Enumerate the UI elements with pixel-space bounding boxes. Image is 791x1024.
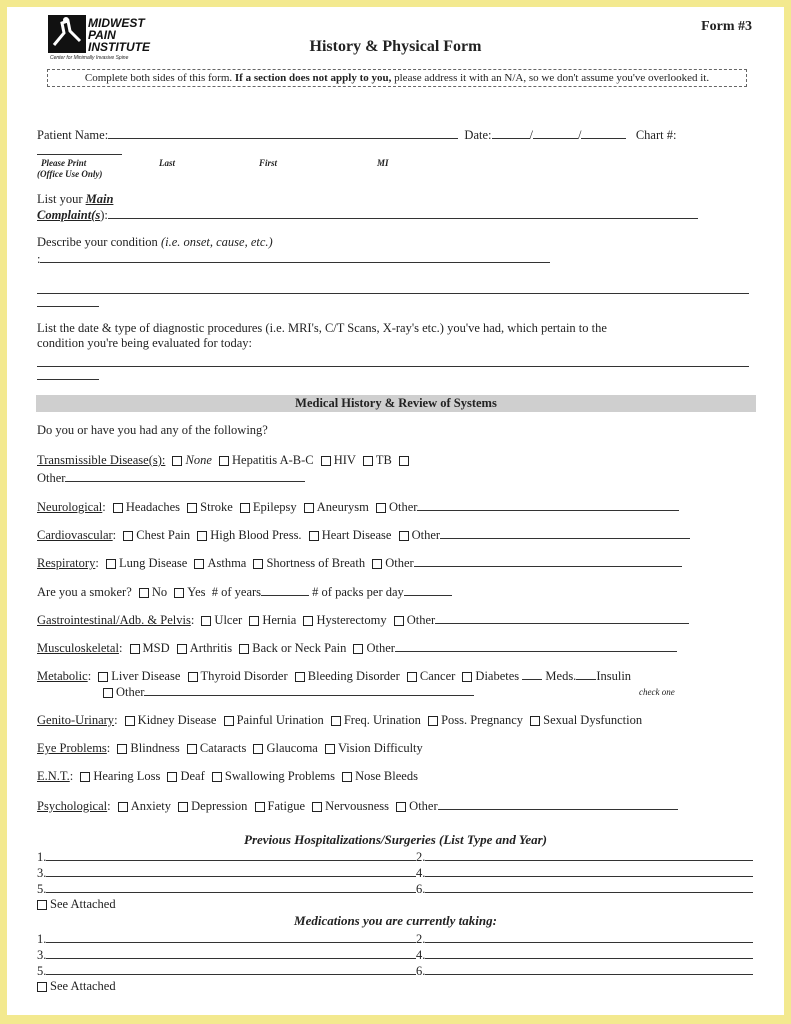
review-intro: Do you or have you had any of the following? — [37, 423, 268, 437]
checkbox-hepatitis[interactable] — [219, 456, 229, 466]
main-complaint-label: List your Main — [37, 192, 114, 206]
checkbox-nervousness[interactable] — [312, 802, 322, 812]
diagnostic-field-1[interactable] — [37, 355, 749, 367]
checkbox-gastro-other[interactable] — [394, 616, 404, 626]
transmissible-other-row: Other — [37, 470, 305, 486]
checkbox-fatigue[interactable] — [255, 802, 265, 812]
respiratory-row: Respiratory: Lung Disease Asthma Shortness of Breath Other — [37, 555, 682, 571]
main-complaint-row: Complaint(s): — [37, 207, 698, 223]
checkbox-stroke[interactable] — [187, 503, 197, 513]
checkbox-hysterectomy[interactable] — [303, 616, 313, 626]
checkbox-poss-pregnancy[interactable] — [428, 716, 438, 726]
med-see-attached: See Attached — [33, 979, 116, 994]
checkbox-chest-pain[interactable] — [123, 531, 133, 541]
cardiovascular-row: Cardiovascular: Chest Pain High Blood Press. Heart Disease Other — [37, 527, 690, 543]
checkbox-ulcer[interactable] — [201, 616, 211, 626]
metabolic-other-field[interactable] — [144, 684, 474, 696]
office-use-note: (Office Use Only) — [37, 169, 103, 179]
gastro-row: Gastrointestinal/Adb. & Pelvis: Ulcer Hernia Hysterectomy Other — [37, 612, 689, 628]
condition-field-3[interactable] — [37, 295, 99, 307]
condition-label: Describe your condition (i.e. onset, cause, etc.) — [37, 235, 273, 249]
checkbox-cancer[interactable] — [407, 672, 417, 682]
checkbox-back-neck-pain[interactable] — [239, 644, 249, 654]
form-number: Form #3 — [701, 19, 752, 34]
checkbox-diabetes[interactable] — [462, 672, 472, 682]
checkbox-deaf[interactable] — [167, 772, 177, 782]
eye-problems-row: Eye Problems: Blindness Cataracts Glaucoma Vision Difficulty — [37, 741, 423, 755]
date-year-field[interactable] — [581, 127, 626, 139]
logo-tagline: Center for Minimally Invasive Spine — [50, 55, 129, 61]
logo-line-1: MIDWEST — [88, 16, 145, 30]
transmissible-other-field[interactable] — [65, 470, 305, 482]
psych-other-field[interactable] — [438, 798, 678, 810]
checkbox-msd[interactable] — [130, 644, 140, 654]
checkbox-heart-disease[interactable] — [309, 531, 319, 541]
diagnostic-field-2[interactable] — [37, 368, 99, 380]
condition-field-2[interactable] — [37, 282, 749, 294]
checkbox-musculo-other[interactable] — [353, 644, 363, 654]
med-field-3[interactable] — [46, 947, 416, 959]
smoker-row: Are you a smoker? No Yes # of years # of packs per day — [37, 584, 452, 600]
checkbox-painful-urination[interactable] — [224, 716, 234, 726]
check-one-note: check one — [639, 687, 675, 697]
checkbox-med-see-attached[interactable] — [37, 982, 47, 992]
first-name-label: First — [259, 158, 278, 168]
metabolic-row: Metabolic: Liver Disease Thyroid Disorder Bleeding Disorder Cancer Diabetes Meds. Insulin — [37, 669, 632, 683]
diagnostic-label-2: condition you're being evaluated for today: — [37, 336, 253, 350]
checkbox-hosp-see-attached[interactable] — [37, 900, 47, 910]
diagnostic-label-1: List the date & type of diagnostic procedures (i.e. MRI's, C/T Scans, X-ray's etc.) you've had, which pertain to the — [37, 321, 607, 335]
checkbox-high-blood-press[interactable] — [197, 531, 207, 541]
checkbox-cardio-other[interactable] — [399, 531, 409, 541]
condition-field-1[interactable] — [40, 251, 550, 263]
neurological-row: Neurological: Headaches Stroke Epilepsy Aneurysm Other — [37, 499, 679, 515]
cardio-other-field[interactable] — [440, 527, 690, 539]
checkbox-thyroid-disorder[interactable] — [188, 672, 198, 682]
checkbox-smoker-yes[interactable] — [174, 588, 184, 598]
medications-heading: Medications you are currently taking: — [294, 913, 497, 928]
checkbox-hiv[interactable] — [321, 456, 331, 466]
checkbox-hernia[interactable] — [249, 616, 259, 626]
checkbox-nose-bleeds[interactable] — [342, 772, 352, 782]
smoker-years-field[interactable] — [261, 584, 309, 596]
form-page: MIDWEST PAIN INSTITUTE Center for Minimally Invasive Spine Form #3 History & Physical Form Complete both sides of this form. If a section does not apply to you, please address it with an N/A, so we don't assume you've overlooked it. Patient Name: Date: / / Chart #: Please Print Last First MI (Office Use Only) List your Main Complaint(s): Describe your condition (i.e. onset, cause, etc.) : List the date & type of diagnostic procedures (i.e. MRI's, C/T Scans, X-ray's etc.) you've had, which pertain to the condition you're being evaluated for today: Medical History & Review of Systems Do you or have you had any of the following? Transmissible Disease(s): None Hepatitis A-B-C HIV TB Other Neurological: Headaches Stroke Epilepsy Aneurysm Other Cardiovascular: Chest Pain High Blood Press. Heart Disease Other Respiratory: Lung Disease Asthma Shortness of Breath Other Are you a smoker? No Yes # of years # of packs per day Gastrointestinal/Adb. & Pelvis: Ulcer Hernia Hysterectomy Other Musculoskeletal: MSD Arthritis Back or Neck Pain Other Metabolic: Liver Disease Thyroid Disorder Bleeding Disorder Cancer Diabetes Meds. Insulin Other check one Genito-Urinary: Kidney Disease Painful Urination Freq. Urination Poss. Pregnancy Sexual Dysfunction Eye Problems: Blindness Cataracts Glaucoma Vision Difficulty E.N.T.: Hearing Loss Deaf Swallowing Problems Nose Bleeds Psychological: Anxiety Depression Fatigue Nervousness Other Previous Hospitalizations/Surgeries (List Type and Year) 1. 2. 3. 4. 5. 6. See Attached Medications you are currently taking: 1. 2. 3. 4. 5. 6. See Attached — [7, 7, 784, 1015]
hosp-field-2[interactable] — [425, 849, 753, 861]
patient-name-field[interactable] — [108, 127, 458, 139]
checkbox-swallowing-problems[interactable] — [212, 772, 222, 782]
resp-other-field[interactable] — [414, 555, 682, 567]
hospitalizations-heading: Previous Hospitalizations/Surgeries (List Type and Year) — [244, 832, 547, 847]
transmissible-row: Transmissible Disease(s): None Hepatitis A-B-C HIV TB — [37, 453, 412, 468]
med-field-6[interactable] — [425, 963, 753, 975]
checkbox-epilepsy[interactable] — [240, 503, 250, 513]
checkbox-kidney-disease[interactable] — [125, 716, 135, 726]
checkbox-metabolic-other[interactable] — [103, 688, 113, 698]
checkbox-neuro-other[interactable] — [376, 503, 386, 513]
checkbox-psych-other[interactable] — [396, 802, 406, 812]
checkbox-anxiety[interactable] — [118, 802, 128, 812]
diabetes-meds-blank[interactable] — [522, 668, 542, 680]
genito-urinary-row: Genito-Urinary: Kidney Disease Painful Urination Freq. Urination Poss. Pregnancy Sexual Dysfunction — [37, 713, 643, 727]
checkbox-shortness-of-breath[interactable] — [253, 559, 263, 569]
checkbox-glaucoma[interactable] — [253, 744, 263, 754]
patient-name-row: Patient Name: Date: / / Chart #: — [37, 128, 677, 142]
logo-line-3: INSTITUTE — [88, 40, 150, 54]
hosp-see-attached: See Attached — [33, 897, 116, 912]
hosp-field-4[interactable] — [425, 865, 753, 877]
checkbox-none[interactable] — [172, 456, 182, 466]
diabetes-insulin-blank[interactable] — [576, 668, 596, 680]
musculo-other-field[interactable] — [395, 640, 677, 652]
med-field-5[interactable] — [46, 963, 416, 975]
psychological-row: Psychological: Anxiety Depression Fatigue Nervousness Other — [37, 798, 678, 814]
checkbox-vision-difficulty[interactable] — [325, 744, 335, 754]
checkbox-cataracts[interactable] — [187, 744, 197, 754]
checkbox-tb[interactable] — [363, 456, 373, 466]
last-name-label: Last — [159, 158, 176, 168]
checkbox-transmissible-other[interactable] — [399, 456, 409, 466]
please-print-note: Please Print — [41, 158, 87, 168]
med-field-4[interactable] — [425, 947, 753, 959]
hosp-field-1[interactable] — [46, 849, 416, 861]
checkbox-bleeding-disorder[interactable] — [295, 672, 305, 682]
checkbox-sexual-dysfunction[interactable] — [530, 716, 540, 726]
checkbox-resp-other[interactable] — [372, 559, 382, 569]
hosp-field-5[interactable] — [46, 881, 416, 893]
hosp-field-6[interactable] — [425, 881, 753, 893]
checkbox-aneurysm[interactable] — [304, 503, 314, 513]
checkbox-arthritis[interactable] — [177, 644, 187, 654]
ent-row: E.N.T.: Hearing Loss Deaf Swallowing Problems Nose Bleeds — [37, 769, 418, 783]
chart-number-field[interactable] — [37, 143, 122, 155]
date-day-field[interactable] — [533, 127, 578, 139]
checkbox-asthma[interactable] — [194, 559, 204, 569]
neuro-other-field[interactable] — [417, 499, 679, 511]
hosp-field-3[interactable] — [46, 865, 416, 877]
checkbox-headaches[interactable] — [113, 503, 123, 513]
page-title: History & Physical Form — [309, 38, 482, 55]
checkbox-hearing-loss[interactable] — [80, 772, 90, 782]
checkbox-lung-disease[interactable] — [106, 559, 116, 569]
logo-line-2: PAIN — [88, 28, 116, 42]
main-complaint-field[interactable] — [108, 207, 698, 219]
gastro-other-field[interactable] — [435, 612, 689, 624]
med-field-1[interactable] — [46, 931, 416, 943]
med-field-2[interactable] — [425, 931, 753, 943]
checkbox-liver-disease[interactable] — [98, 672, 108, 682]
smoker-packs-field[interactable] — [404, 584, 452, 596]
musculoskeletal-row: Musculoskeletal: MSD Arthritis Back or Neck Pain Other — [37, 640, 677, 656]
checkbox-blindness[interactable] — [117, 744, 127, 754]
instructions-notice: Complete both sides of this form. If a section does not apply to you, please address it with an N/A, so we don't assume you've overlooked it. — [47, 69, 747, 87]
metabolic-other-row: Other — [99, 684, 474, 700]
review-systems-heading: Medical History & Review of Systems — [36, 395, 756, 412]
date-month-field[interactable] — [492, 127, 530, 139]
checkbox-smoker-no[interactable] — [139, 588, 149, 598]
mi-label: MI — [377, 158, 389, 168]
checkbox-depression[interactable] — [178, 802, 188, 812]
checkbox-freq-urination[interactable] — [331, 716, 341, 726]
